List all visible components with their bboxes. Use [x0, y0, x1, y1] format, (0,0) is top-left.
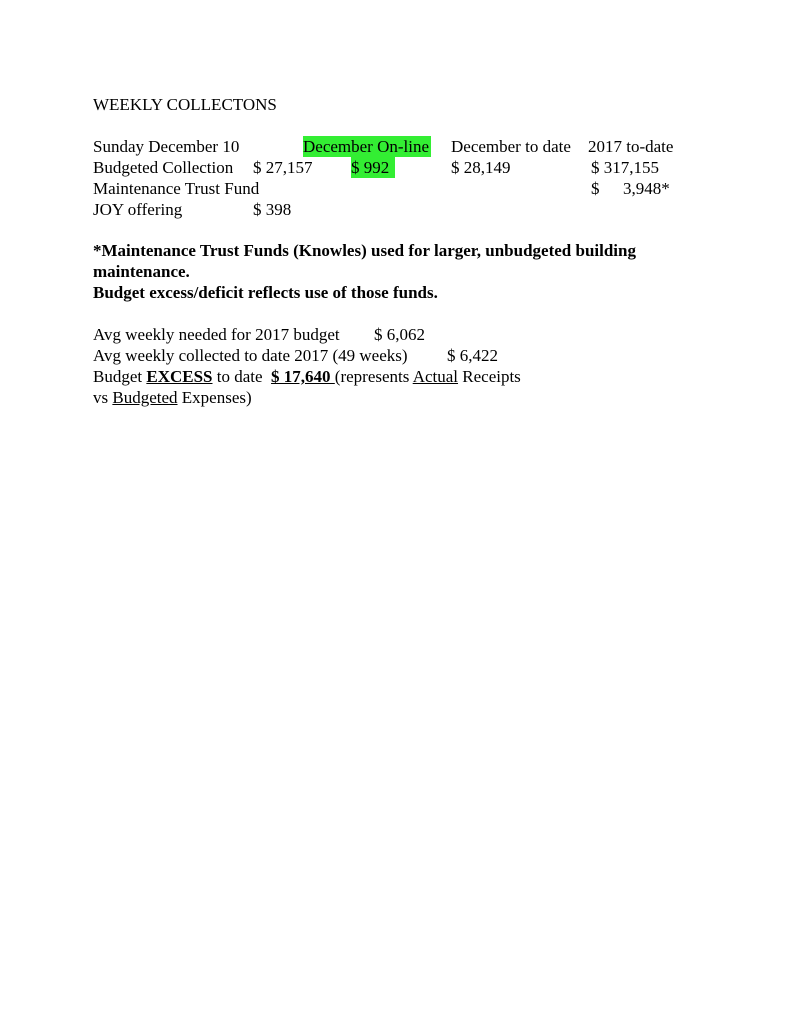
budget-excess-line	[93, 366, 521, 387]
vs-prefix: vs	[93, 388, 113, 407]
header-sunday: Sunday December 10	[93, 137, 240, 156]
excess-word: EXCESS	[146, 367, 213, 386]
note-line-3: Budget excess/deficit reflects use of those funds.	[93, 283, 438, 302]
budgeted-year-value: $ 317,155	[591, 158, 659, 177]
note-line-1: *Maintenance Trust Funds (Knowles) used for larger, unbudgeted building	[93, 241, 636, 260]
header-2017-to-date: 2017 to-date	[588, 137, 674, 156]
joy-offering-label: JOY offering	[93, 200, 183, 219]
budgeted-to-date-value: $ 28,149	[451, 158, 511, 177]
budgeted-word: Budgeted	[112, 388, 178, 407]
document-title: WEEKLY COLLECTONS	[93, 95, 277, 114]
expenses-suffix: Expenses)	[177, 388, 252, 407]
vs-budgeted-line	[93, 387, 252, 408]
avg-collected-label: Avg weekly collected to date 2017 (49 weeks)	[93, 346, 408, 365]
excess-value: $ 17,640	[271, 367, 335, 386]
avg-needed-label: Avg weekly needed for 2017 budget	[93, 325, 340, 344]
maintenance-year-value: 3,948*	[623, 179, 670, 198]
joy-offering-value: $ 398	[253, 200, 292, 219]
avg-needed-value: $ 6,062	[374, 325, 425, 344]
receipts-word: Receipts	[458, 367, 521, 386]
maintenance-label: Maintenance Trust Fund	[93, 179, 260, 198]
note-line-2: maintenance.	[93, 262, 190, 281]
excess-paren-start: (represents	[334, 367, 413, 386]
header-december-online: December On-line	[303, 137, 430, 156]
avg-collected-value: $ 6,422	[447, 346, 498, 365]
budgeted-sunday-value: $ 27,157	[253, 158, 313, 177]
excess-mid: to date	[212, 367, 272, 386]
header-december-to-date: December to date	[451, 137, 571, 156]
excess-prefix: Budget	[93, 367, 147, 386]
budgeted-collection-label: Budgeted Collection	[93, 158, 234, 177]
budgeted-online-value: $ 992	[351, 157, 395, 178]
actual-word: Actual	[412, 367, 459, 386]
maintenance-currency: $	[591, 179, 600, 198]
